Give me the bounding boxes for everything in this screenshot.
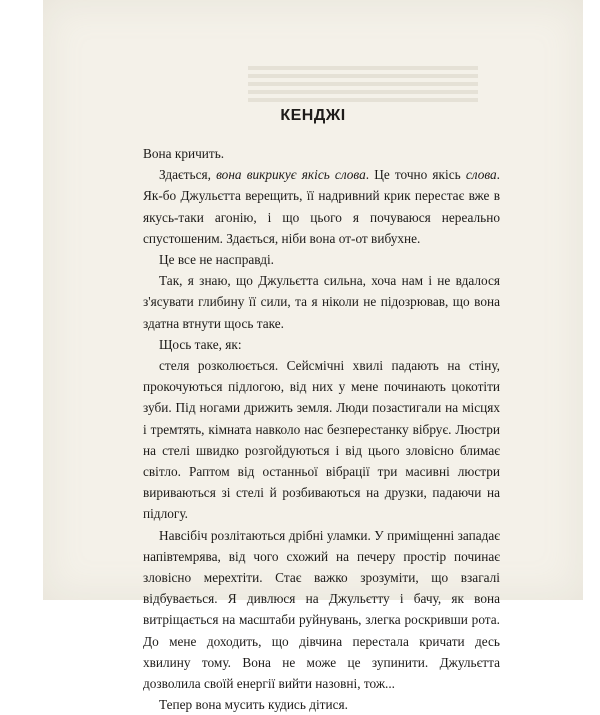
paragraph (143, 270, 500, 334)
book-page (43, 0, 583, 713)
paragraph (143, 334, 500, 355)
text-run: Це все не насправді. (159, 252, 274, 268)
chapter-title: КЕНДЖІ (280, 107, 346, 124)
text-run: Навсібіч розлітаються дрібні уламки. У приміщенні западає напівтемрява, від чого схожий на печеру простір починає зловісно мерехтіти. Стає важко зрозуміти, що взагалі відбувається. Я дивлюся на Джульєтту і бачу, як вона витріщається на масштаби руйнувань, злегка роскривши рота. До мене доходить, що дівчина перестала кричати десь хвилину тому. Вона не може це зупинити. Джульєтта дозволила своїй енергії вийти назовні, тож... (143, 527, 500, 692)
paragraph (143, 355, 500, 525)
text-run: . Це точно якісь (365, 167, 466, 183)
text-run: Вона кричить. (143, 146, 225, 161)
body-text (143, 143, 500, 715)
italic-run: вона викрикує якісь слова (216, 167, 366, 183)
text-run: . Як-бо Джульєтта верещить, її надривний крик перестає вже в якусь-таки агонію, і що цього я почуваюся нереально спустошеним. Здається, ніби вона от-от вибухне. (143, 167, 500, 246)
text-run: стеля розколюється. Сейсмічні хвилі падають на стіну, прокочуються підлогою, від них у мене починають цокотіти зуби. Під ногами дрижить земля. Люди позастигали на місцях і тремтять, кімната навколо нас безперестанку вібрує. Люстри на стелі швидко розгойдуються і від цього зловісно блимає світло. Раптом від останньої вібрації три масивні люстри вириваються зі стелі й розбиваються на друзки, падаючи на підлогу. (143, 358, 500, 522)
paragraph (143, 143, 500, 164)
text-run: Щось таке, як: (159, 336, 242, 352)
paragraph (143, 164, 500, 249)
text-run: Так, я знаю, що Джульєтта сильна, хоча нам і не вдалося з'ясувати глибину її сили, та я ніколи не підозрював, що вона здатна втнути щось таке. (143, 273, 500, 331)
paragraph (143, 525, 500, 695)
paragraph (143, 249, 500, 270)
text-run: Тепер вона мусить кудись дітися. (159, 697, 348, 713)
text-run: Здається, (159, 167, 217, 183)
bleed-through-text (248, 62, 478, 106)
paragraph (143, 694, 500, 715)
italic-run: слова (465, 167, 497, 183)
